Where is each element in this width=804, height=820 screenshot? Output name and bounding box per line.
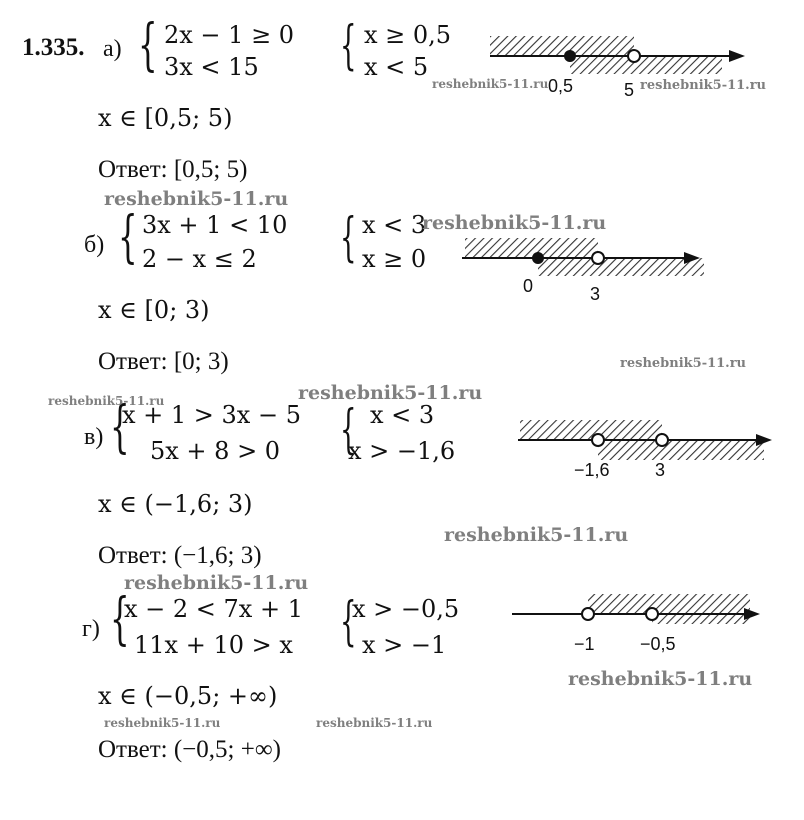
watermark: reshebnik5-11.ru	[422, 212, 607, 234]
part-c-label: в)	[84, 424, 104, 450]
part-d-solution: x ∈ (−0,5; +∞)	[98, 682, 278, 710]
part-b-solution: x ∈ [0; 3)	[98, 296, 210, 324]
part-c-simplified-line1: x < 3	[370, 401, 435, 429]
part-d-hatch-lower	[652, 614, 750, 624]
part-b-system-line1: 3x + 1 < 10	[142, 211, 288, 239]
part-c-simplified-line2: x > −1,6	[348, 437, 456, 465]
watermark: reshebnik5-11.ru	[640, 78, 767, 93]
watermark: reshebnik5-11.ru	[444, 524, 629, 546]
part-c-system-line1: x + 1 > 3x − 5	[122, 401, 301, 429]
problem-number: 1.335.	[22, 34, 85, 61]
part-d-system-line1: x − 2 < 7x + 1	[124, 595, 303, 623]
part-a-system-brace: {	[138, 13, 158, 78]
part-d-simplified-line2: x > −1	[362, 631, 447, 659]
watermark: reshebnik5-11.ru	[48, 394, 165, 408]
part-d-tick-1: −1	[574, 634, 595, 654]
part-c-system-brace: {	[110, 395, 130, 460]
part-b-tick-1: 0	[523, 276, 534, 296]
part-d-axis-arrow	[744, 608, 760, 620]
part-d-simplified-line1: x > −0,5	[352, 595, 460, 623]
part-b-tick-2: 3	[590, 284, 601, 304]
part-d-simplified-brace: {	[340, 592, 357, 652]
part-c-answer: Ответ: (−1,6; 3)	[98, 542, 262, 569]
part-d-answer: Ответ: (−0,5; +∞)	[98, 736, 281, 763]
part-d-system-brace: {	[110, 587, 130, 652]
part-d-point-open-1	[582, 608, 594, 620]
part-c-simplified-brace: {	[340, 400, 357, 460]
part-b-answer: Ответ: [0; 3)	[98, 348, 229, 375]
part-c-tick-2: 3	[655, 460, 666, 480]
part-a-answer: Ответ: [0,5; 5)	[98, 156, 248, 183]
part-a-tick-2: 5	[624, 80, 635, 100]
watermark: reshebnik5-11.ru	[432, 77, 549, 91]
part-b-system-brace: {	[118, 205, 138, 270]
part-d-hatch-upper	[588, 594, 750, 614]
watermark: reshebnik5-11.ru	[316, 716, 433, 730]
watermark: reshebnik5-11.ru	[124, 572, 309, 594]
part-b-simplified-line1: x < 3	[362, 211, 427, 239]
part-a-simplified-line1: x ≥ 0,5	[364, 21, 452, 49]
part-d-label: г)	[82, 616, 100, 642]
watermark: reshebnik5-11.ru	[104, 716, 221, 730]
part-a-solution: x ∈ [0,5; 5)	[98, 104, 233, 132]
watermark: reshebnik5-11.ru	[568, 668, 753, 690]
part-b-simplified-brace: {	[340, 208, 357, 268]
part-d-point-open-2	[646, 608, 658, 620]
part-a-system-line1: 2x − 1 ≥ 0	[164, 21, 295, 49]
watermark: reshebnik5-11.ru	[104, 188, 289, 210]
part-c-solution: x ∈ (−1,6; 3)	[98, 490, 253, 518]
part-d-tick-2: −0,5	[640, 634, 676, 654]
part-a-simplified-brace: {	[340, 16, 357, 76]
part-d-system-line2: 11x + 10 > x	[134, 631, 293, 659]
part-c-tick-1: −1,6	[574, 460, 610, 480]
part-a-system-line2: 3x < 15	[164, 53, 259, 81]
part-b-label: б)	[84, 232, 105, 258]
part-a-label: а)	[103, 36, 122, 62]
part-b-simplified-line2: x ≥ 0	[362, 245, 427, 273]
watermark: reshebnik5-11.ru	[620, 356, 747, 371]
part-c-system-line2: 5x + 8 > 0	[150, 437, 281, 465]
part-a-tick-1: 0,5	[548, 76, 574, 96]
part-b-system-line2: 2 − x ≤ 2	[142, 245, 257, 273]
part-a-simplified-line2: x < 5	[364, 53, 429, 81]
watermark: reshebnik5-11.ru	[298, 382, 483, 404]
